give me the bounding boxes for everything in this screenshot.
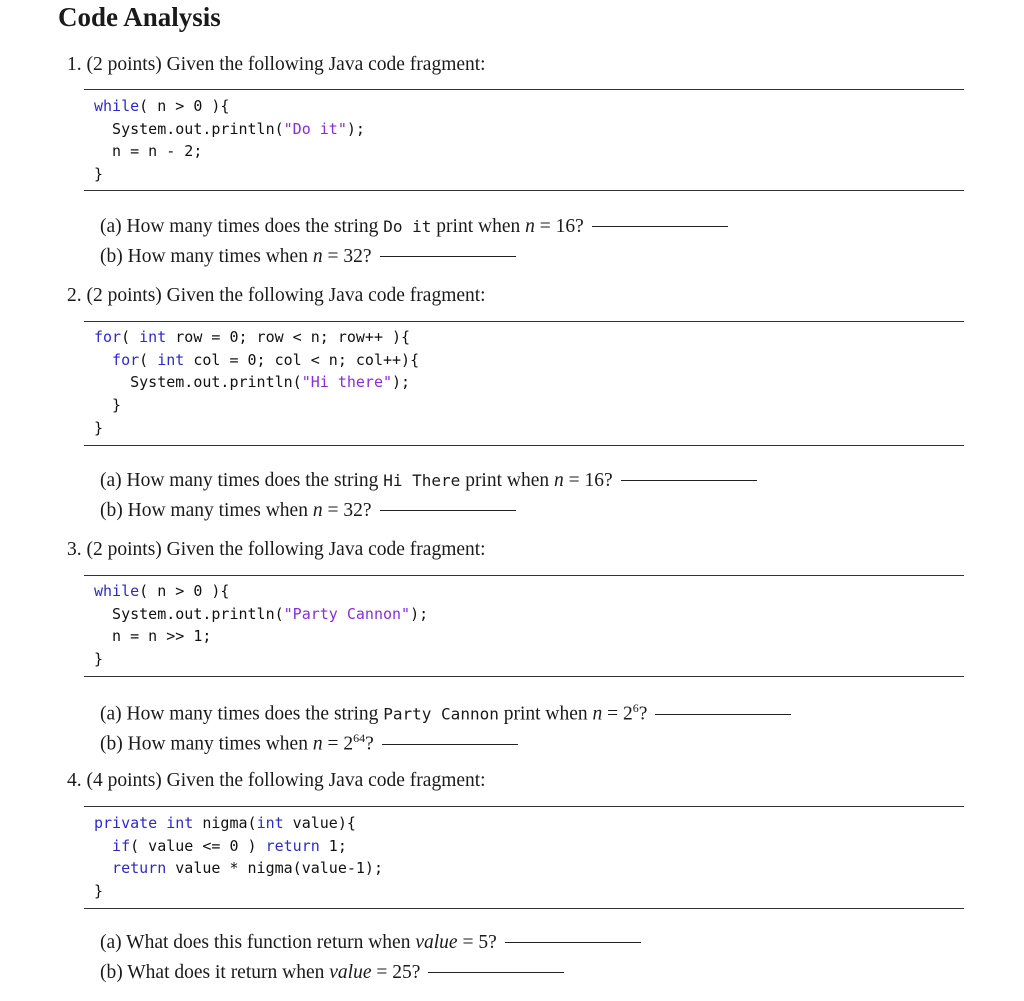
question-1b [100, 246, 516, 268]
inline-code: Do it [383, 217, 432, 236]
question-2a [100, 470, 757, 492]
answer-blank[interactable] [380, 510, 516, 511]
code-string: "Hi there" [301, 373, 393, 392]
question-text: = 2 [322, 733, 354, 755]
question-text: = 25? [371, 962, 421, 983]
question-4-heading: 4. (4 points) Given the following Java code fragment: [67, 770, 486, 791]
code-text: } [94, 396, 122, 415]
code-text: ( value <= 0 ) [130, 836, 266, 855]
question-2-heading: 2. (2 points) Given the following Java code fragment: [67, 285, 486, 306]
code-text: ( n > 0 ){ [139, 97, 230, 115]
answer-blank[interactable] [655, 714, 791, 715]
exponent: 6 [632, 701, 639, 715]
question-text: (b) How many times when [100, 500, 313, 521]
code-text: System.out.println( [94, 119, 284, 138]
question-2b [100, 500, 516, 522]
question-text: ? [638, 703, 648, 725]
math-variable: n [525, 216, 535, 237]
question-3b [100, 731, 518, 756]
divider [84, 908, 964, 909]
question-text: = 2 [602, 703, 633, 725]
code-text: } [94, 165, 104, 184]
divider [84, 806, 964, 807]
code-text: System.out.println( [94, 604, 284, 623]
question-3a [100, 701, 791, 726]
code-keyword: int [157, 350, 185, 369]
answer-blank[interactable] [428, 972, 564, 973]
question-text: print when [460, 470, 555, 491]
question-text: = 32? [322, 500, 372, 521]
code-block-2 [94, 326, 419, 440]
code-text: } [94, 418, 104, 437]
question-text: ? [365, 733, 374, 755]
code-keyword: int [256, 814, 284, 832]
code-text: ); [410, 604, 429, 623]
code-keyword: while [94, 582, 140, 600]
question-text: (a) How many times does the string [100, 470, 384, 491]
question-text: (a) What does this function return when [100, 932, 416, 953]
code-text: ); [346, 119, 365, 138]
math-variable: n [554, 470, 564, 491]
question-4b [100, 962, 564, 984]
question-1-heading: 1. (2 points) Given the following Java code fragment: [67, 54, 486, 75]
question-text: (b) How many times when [100, 246, 313, 267]
code-keyword: for [94, 328, 122, 346]
code-string: "Party Cannon" [283, 604, 411, 623]
code-string: "Do it" [283, 119, 347, 138]
code-text: System.out.println( [94, 373, 302, 392]
question-text: print when [431, 216, 526, 237]
question-4a [100, 932, 641, 954]
answer-blank[interactable] [380, 256, 516, 257]
question-text: = 32? [322, 246, 372, 267]
divider [84, 676, 964, 677]
code-block-1 [94, 95, 365, 186]
math-variable: n [312, 500, 323, 521]
math-variable: value [415, 932, 458, 953]
code-text: value * nigma(value-1); [166, 859, 383, 878]
question-text: print when [498, 703, 593, 725]
code-text: n = n >> 1; [94, 627, 212, 646]
question-text: = 5? [457, 932, 497, 953]
question-text: (a) How many times does the string [100, 216, 384, 237]
code-text: ); [392, 373, 411, 392]
code-text: col = 0; col < n; col++){ [184, 350, 420, 369]
code-text: nigma( [193, 814, 257, 832]
math-variable: value [329, 962, 372, 983]
answer-blank[interactable] [505, 942, 641, 943]
question-3-heading: 3. (2 points) Given the following Java code fragment: [67, 539, 486, 560]
divider [84, 575, 964, 576]
divider [84, 321, 964, 322]
code-keyword: int [139, 328, 167, 346]
answer-blank[interactable] [621, 480, 757, 481]
question-text: = 16? [563, 470, 613, 491]
code-text: } [94, 650, 104, 669]
code-keyword: while [94, 97, 140, 115]
math-variable: n [312, 733, 323, 755]
math-variable: n [592, 703, 603, 725]
code-keyword: if [94, 836, 131, 855]
code-text: value){ [283, 814, 356, 832]
question-text: (b) What does it return when [100, 962, 330, 983]
answer-blank[interactable] [382, 744, 518, 745]
code-text: ( [121, 328, 140, 346]
code-text: ( [139, 350, 158, 369]
code-block-3 [94, 580, 428, 671]
answer-blank[interactable] [592, 226, 728, 227]
math-variable: n [312, 246, 323, 267]
inline-code: Party Cannon [383, 704, 499, 724]
divider [84, 445, 964, 446]
question-text: (a) How many times does the string [100, 703, 384, 725]
code-block-4 [94, 812, 383, 903]
code-keyword: private int [94, 814, 194, 832]
divider [84, 190, 964, 191]
question-text: (b) How many times when [100, 733, 313, 755]
code-text: row = 0; row < n; row++ ){ [166, 328, 411, 346]
code-text: ( n > 0 ){ [139, 582, 230, 600]
question-text: = 16? [534, 216, 584, 237]
code-keyword: return [94, 859, 167, 878]
question-1a [100, 216, 728, 238]
code-keyword: return [265, 836, 320, 855]
divider [84, 89, 964, 90]
inline-code: Hi There [383, 471, 461, 490]
code-text: 1; [319, 836, 347, 855]
page-title: Code Analysis [58, 2, 221, 32]
code-keyword: for [94, 350, 140, 369]
exponent: 64 [353, 731, 366, 745]
code-text: n = n - 2; [94, 142, 203, 161]
code-text: } [94, 882, 104, 901]
